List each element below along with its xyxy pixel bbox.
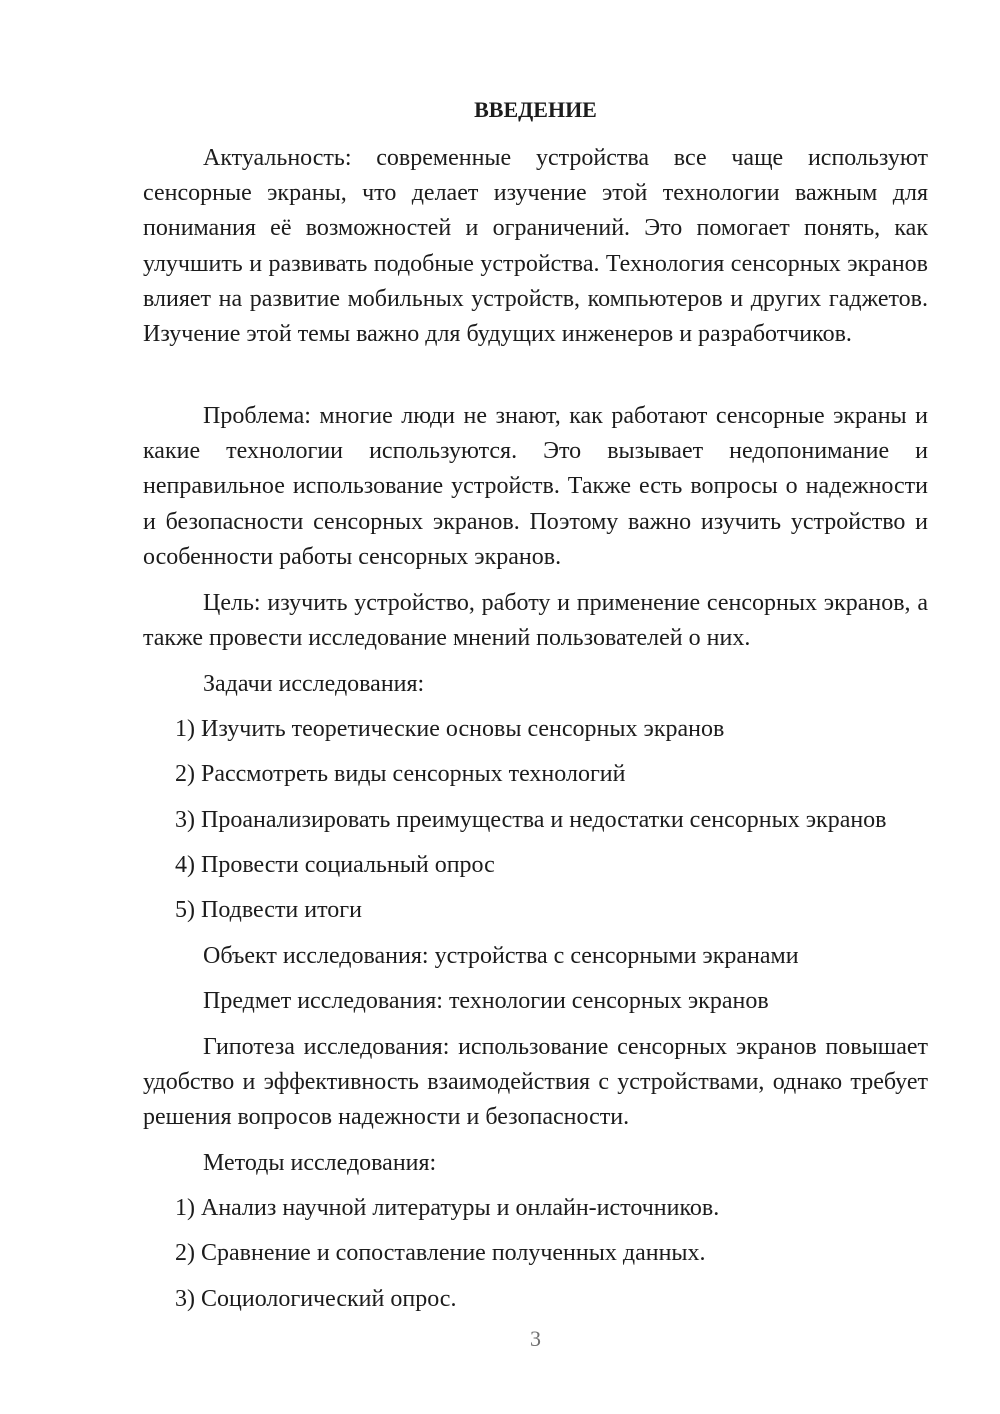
method-item: 2) Сравнение и сопоставление полученных данных. <box>175 1240 706 1266</box>
problem-paragraph: Проблема: многие люди не знают, как работают сенсорные экраны и какие технологии используются. Это вызывает недопонимание и неправильное использование устройств. Также есть вопросы о надежности и безопасности сенсорных экранов. Поэтому важно изучить устройство и особенности работы сенсорных экранов. <box>143 403 928 570</box>
research-subject: Предмет исследования: технологии сенсорных экранов <box>203 988 769 1014</box>
task-item: 5) Подвести итоги <box>175 897 362 923</box>
task-item: 3) Проанализировать преимущества и недостатки сенсорных экранов <box>175 807 887 833</box>
task-item: 2) Рассмотреть виды сенсорных технологий <box>175 761 626 787</box>
tasks-heading: Задачи исследования: <box>203 671 425 697</box>
method-item: 1) Анализ научной литературы и онлайн-источников. <box>175 1195 720 1221</box>
task-item: 4) Провести социальный опрос <box>175 852 495 878</box>
method-item: 3) Социологический опрос. <box>175 1286 457 1312</box>
goal-paragraph: Цель: изучить устройство, работу и применение сенсорных экранов, а также провести исследование мнений пользователей о них. <box>143 590 928 652</box>
relevance-paragraph: Актуальность: современные устройства все чаще используют сенсорные экраны, что делает изучение этой технологии важным для понимания её возможностей и ограничений. Это помогает понять, как улучшить и развивать подобные устройства. Технология сенсорных экранов влияет на развитие мобильных устройств, компьютеров и других гаджетов. Изучение этой темы важно для будущих инженеров и разработчиков. <box>143 145 928 348</box>
page-title: ВВЕДЕНИЕ <box>474 97 597 122</box>
research-object: Объект исследования: устройства с сенсорными экранами <box>203 943 799 969</box>
hypothesis-paragraph: Гипотеза исследования: использование сенсорных экранов повышает удобство и эффективность взаимодействия с устройствами, однако требует решения вопросов надежности и безопасности. <box>143 1034 928 1131</box>
methods-heading: Методы исследования: <box>203 1150 437 1176</box>
page-number: 3 <box>530 1326 541 1351</box>
task-item: 1) Изучить теоретические основы сенсорных экранов <box>175 716 725 742</box>
